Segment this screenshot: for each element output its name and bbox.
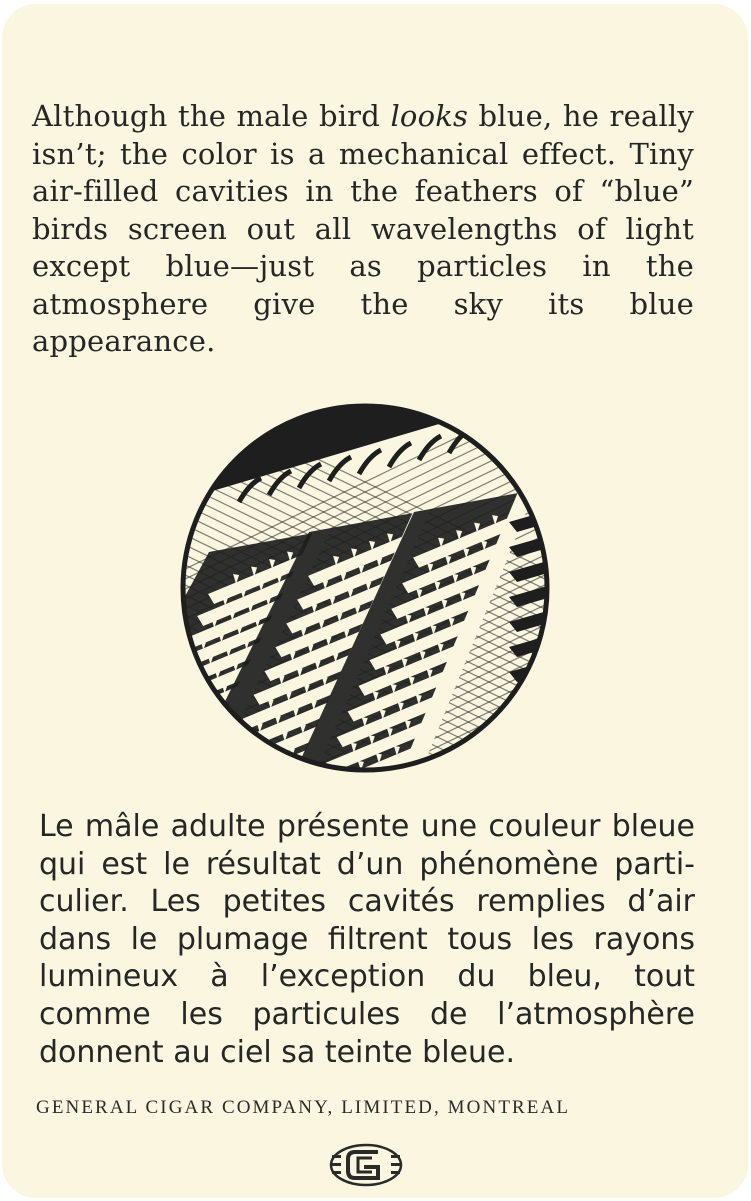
english-text-rest: blue, he really isn’t; the color is a mechanical effect. Tiny air-filled cavities in the feathers of “blue” birds screen out all wavelengths of light except blue—just as particles in the atmosphere give the sky its blue appearance. bbox=[32, 99, 694, 358]
trading-card bbox=[2, 4, 748, 1198]
english-description bbox=[32, 98, 694, 361]
english-emphasis: looks bbox=[390, 99, 469, 133]
company-name: GENERAL CIGAR COMPANY, LIMITED, MONTREAL bbox=[36, 1097, 571, 1118]
general-cigar-logo-icon bbox=[328, 1141, 404, 1189]
feather-structure-magnified-icon bbox=[179, 402, 551, 774]
french-description: Le mâle adulte présente une couleur bleue qui est le résultat d’un phénomène particulier. Les petites cavités remplies d’air dans le plumage filtrent tous les rayons lumineux à l’exception du bleu, tout comme les particules de l’atmosphère donnent au ciel sa teinte bleue. bbox=[39, 809, 695, 1070]
english-text-start: Although the male bird bbox=[32, 99, 391, 133]
